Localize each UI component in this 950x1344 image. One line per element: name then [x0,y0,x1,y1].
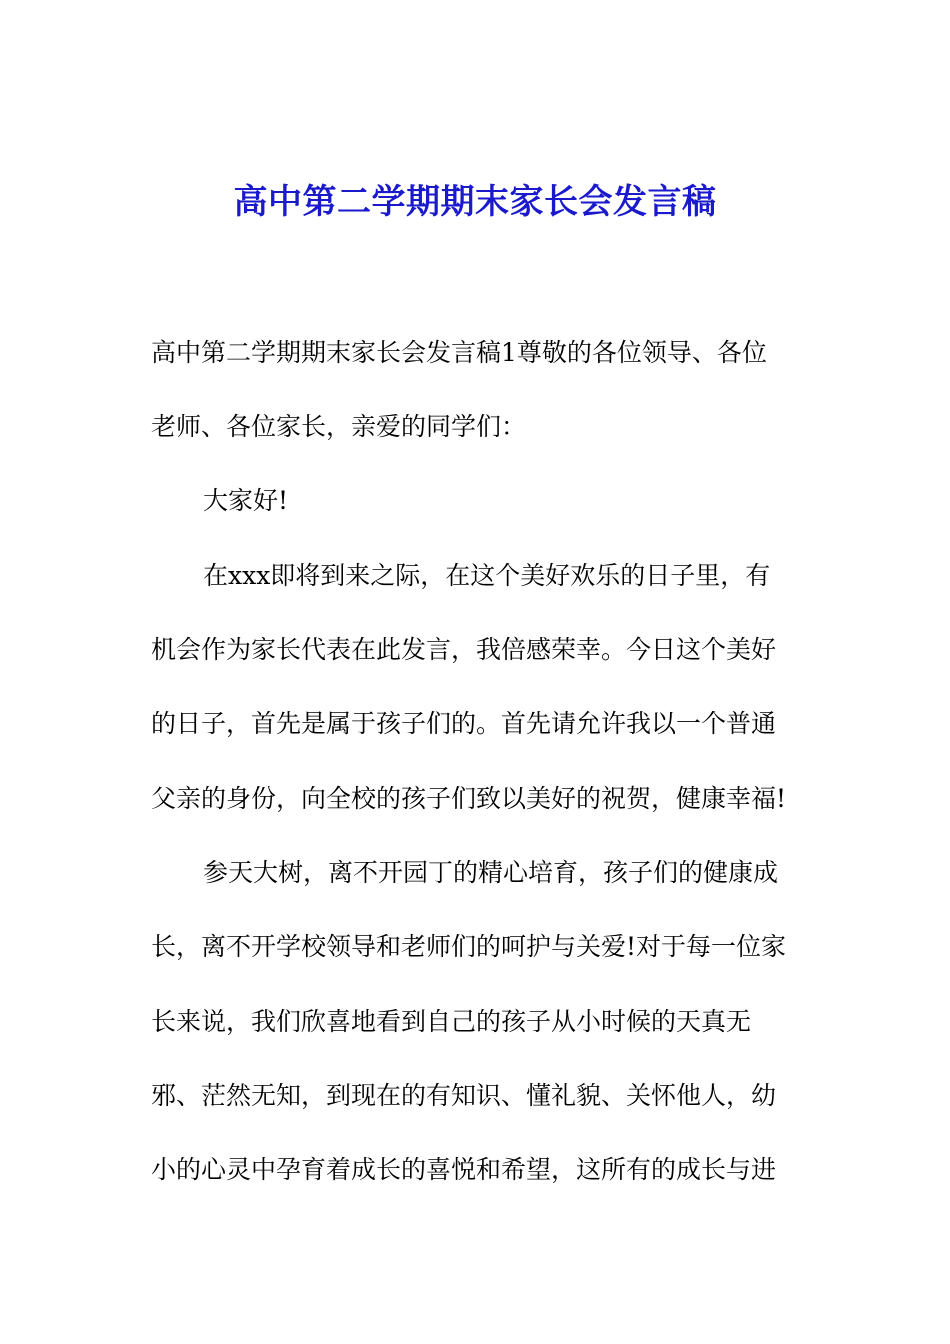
body-line-6: 的日子，首先是属于孩子们的。首先请允许我以一个普通 [151,709,777,738]
body-line-1: 高中第二学期期末家长会发言稿1尊敬的各位领导、各位 [151,338,767,367]
body-line-3: 大家好! [203,486,289,515]
body-line-8: 参天大树，离不开园丁的精心培育，孩子们的健康成 [203,858,779,887]
body-line-7: 父亲的身份，向全校的孩子们致以美好的祝贺，健康幸福! [151,784,787,813]
body-line-5: 机会作为家长代表在此发言，我倍感荣幸。今日这个美好 [151,635,777,664]
body-line-10: 长来说，我们欣喜地看到自己的孩子从小时候的天真无 [151,1007,752,1036]
body-line-12: 小的心灵中孕育着成长的喜悦和希望，这所有的成长与进 [151,1155,777,1184]
body-line-4: 在xxx即将到来之际，在这个美好欢乐的日子里，有 [203,561,771,590]
body-line-2: 老师、各位家长，亲爱的同学们： [151,412,527,441]
document-title: 高中第二学期期末家长会发言稿 [233,182,717,222]
body-line-9: 长，离不开学校领导和老师们的呵护与关爱!对于每一位家 [151,932,787,961]
body-line-11: 邪、茫然无知，到现在的有知识、懂礼貌、关怀他人，幼 [151,1081,777,1110]
